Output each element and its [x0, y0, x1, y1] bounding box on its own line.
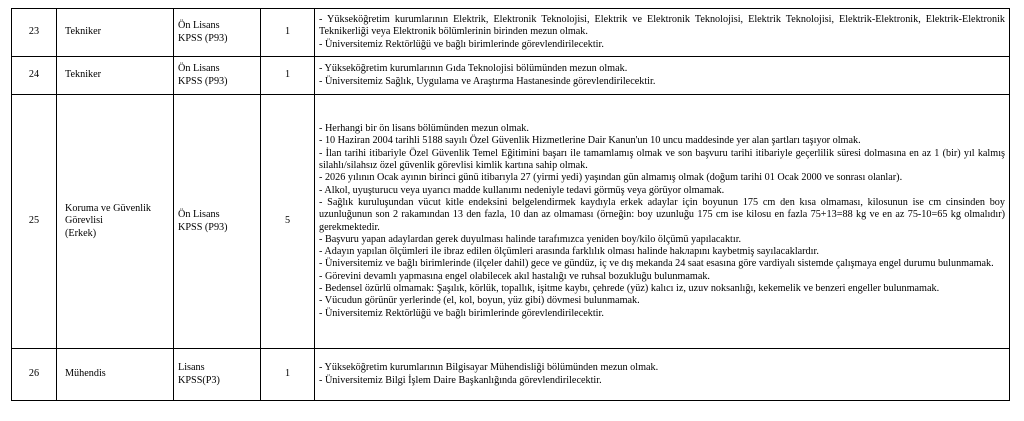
education-level-line: Ön Lisans	[178, 20, 220, 32]
table-row	[12, 95, 1010, 349]
kpss-score-type: KPSS (P93)	[178, 221, 228, 233]
education-level	[174, 349, 261, 401]
requirement-item: - Yükseköğretim kurumlarının Bilgisayar Mühendisliği bölümünden mezun olmak.	[319, 362, 659, 374]
requirement-item: - 2026 yılının Ocak ayının birinci günü itibarıyla 27 (yirmi yedi) yaşından gün almamış olmak (doğum tarihi 01 Ocak 2000 ve sonrası olanlar).	[319, 172, 903, 184]
position-title-line: Koruma ve Güvenlik	[65, 203, 152, 215]
requirements-cell	[315, 349, 1010, 401]
position-title	[57, 95, 174, 349]
kpss-score-type: KPSS (P93)	[178, 32, 228, 44]
table-row	[12, 57, 1010, 95]
position-title-line: Tekniker	[65, 26, 102, 38]
requirement-item: - İlan tarihi itibariyle Özel Güvenlik Temel Eğitimini başarı ile tamamlamış olmak ve son başvuru tarihi itibariyle geçerlilik süresi dolmasına en az 1 (bir) yıl kalmış silahlı/silahsız özel güvenlik görevlisi kimlik kartına sahip olmak.	[319, 147, 1005, 172]
row-number: 25	[12, 95, 57, 349]
requirements-cell	[315, 95, 1010, 349]
position-count: 1	[261, 9, 315, 57]
row-number: 23	[12, 9, 57, 57]
education-level-line: Ön Lisans	[178, 209, 220, 221]
requirement-item: - Herhangi bir ön lisans bölümünden mezun olmak.	[319, 123, 529, 135]
requirement-item: - Sağlık kuruluşundan vücut kitle endeksini belgelendirmek kaydıyla erkek adaylar için boyunun 175 cm den kısa olmaması, kilosunun ise cm cinsinden boy uzunluğunun son 2 rakamından 13 den fazla, 10 dan az olmaması (örneğin: boy uzunluğu 175 cm ise kilosu en fazla 75+13=88 kg ve en az 75-10=65 kg olmalıdır) gerekmektedir.	[319, 196, 1005, 233]
education-level-line: Ön Lisans	[178, 63, 220, 75]
requirement-item: - Üniversitemiz Sağlık, Uygulama ve Araştırma Hastanesinde görevlendirilecektir.	[319, 75, 656, 87]
position-count: 1	[261, 349, 315, 401]
position-title-line: Görevlisi	[65, 215, 103, 227]
position-count: 1	[261, 57, 315, 95]
position-title-line: (Erkek)	[65, 227, 97, 239]
education-level	[174, 57, 261, 95]
table-row	[12, 9, 1010, 57]
kpss-score-type: KPSS(P3)	[178, 374, 220, 386]
requirement-item: - Üniversitemiz Rektörlüğü ve bağlı birimlerinde görevlendirilecektir.	[319, 38, 604, 50]
row-number: 26	[12, 349, 57, 401]
education-level	[174, 9, 261, 57]
position-title-line: Tekniker	[65, 69, 102, 81]
requirement-item: - Alkol, uyuşturucu veya uyarıcı madde kullanımı nedeniyle tedavi görmüş veya görüyor olmamak.	[319, 184, 725, 196]
table-row	[12, 349, 1010, 401]
education-level	[174, 95, 261, 349]
position-title	[57, 9, 174, 57]
requirement-item: - Adayın yapılan ölçümleri ile ibraz edilen ölçümleri arasında farklılık olması halinde hakларını kaybetmiş sayılacaklardır.	[319, 246, 819, 258]
requirements-cell	[315, 9, 1010, 57]
requirements-cell	[315, 57, 1010, 95]
requirement-item: - Yükseköğretim kurumlarının Elektrik, Elektronik Teknolojisi, Elektrik ve Elektronik Teknolojisi, Elektrik Teknolojisi, Elektrik-Elektronik, Elektrik-Elektronik Teknikerliği veya Elektronik bölümlerinin birinden mezun olmak.	[319, 14, 1005, 38]
position-title-line: Mühendis	[65, 368, 106, 380]
requirement-item: - Üniversitemiz Rektörlüğü ve bağlı birimlerinde görevlendirilecektir.	[319, 307, 604, 319]
requirement-item: - Başvuru yapan adaylardan gerek duyulması halinde tarafımızca yeniden boy/kilo ölçümü yapılacaktır.	[319, 233, 742, 245]
requirement-item: - Vücudun görünür yerlerinde (el, kol, boyun, yüz gibi) dövmesi bulunmamak.	[319, 295, 640, 307]
kpss-score-type: KPSS (P93)	[178, 75, 228, 87]
requirement-item: - Üniversitemiz Bilgi İşlem Daire Başkanlığında görevlendirilecektir.	[319, 374, 602, 386]
positions-table	[11, 8, 1010, 401]
position-title	[57, 57, 174, 95]
requirement-item: - Üniversitemiz ve bağlı birimlerinde (ilçeler dahil) gece ve gündüz, iç ve dış mekanda 24 saat esasına göre vardiyalı sistemde çalışmaya engel durumu bulunmamak.	[319, 258, 994, 270]
position-count: 5	[261, 95, 315, 349]
requirement-item: - Görevini devamlı yapmasına engel olabilecek akıl hastalığı ve ruhsal bozukluğu bulunmamak.	[319, 270, 710, 282]
requirement-item: - Bedensel özürlü olmamak: Şaşılık, körlük, topallık, işitme kaybı, çehrede (yüz) kalıcı iz, uzuv noksanlığı, kekemelik ve benzeri engeller bulunmamak.	[319, 282, 940, 294]
education-level-line: Lisans	[178, 362, 205, 374]
requirement-item: - 10 Haziran 2004 tarihli 5188 sayılı Özel Güvenlik Hizmetlerine Dair Kanun'un 10 uncu maddesinde yer alan şartları taşıyor olmak.	[319, 135, 861, 147]
row-number: 24	[12, 57, 57, 95]
requirement-item: - Yükseköğretim kurumlarının Gıda Teknolojisi bölümünden mezun olmak.	[319, 63, 628, 75]
position-title	[57, 349, 174, 401]
